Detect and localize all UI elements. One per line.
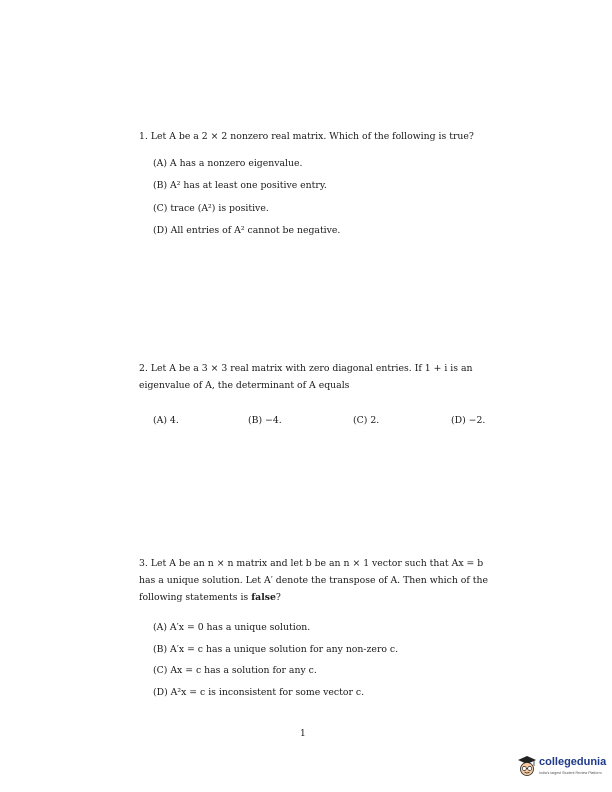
- question-2-option-a: (A) 4.: [153, 415, 179, 426]
- question-1: [139, 128, 489, 145]
- question-3-option-b: (B) A′x = c has a unique solution for any non-zero c.: [153, 644, 399, 655]
- question-2-option-d: (D) −2.: [451, 415, 486, 426]
- logo-wordmark: collegedunia: [539, 756, 607, 768]
- question-2: [139, 360, 489, 394]
- question-3-option-c: (C) Ax = c has a solution for any c.: [153, 665, 317, 676]
- question-1-stem: 1. Let A be a 2 × 2 nonzero real matrix. Which of the following is true?: [139, 131, 474, 142]
- question-3-stem: [139, 558, 488, 603]
- question-3-stem-text: 3. Let A be an n × n matrix and let b be an n × 1 vector such that Ax = b has a unique solution. Let A′ denote the transpose of A. Then which of the following statements is: [139, 558, 488, 603]
- question-3-stem-emphasis: false: [251, 592, 276, 603]
- question-3-option-d: (D) A²x = c is inconsistent for some vector c.: [153, 687, 365, 698]
- page-number: 1: [300, 729, 306, 739]
- logo-tagline: India's largest Student Review Platform: [539, 771, 602, 775]
- question-2-stem: 2. Let A be a 3 × 3 real matrix with zero diagonal entries. If 1 + i is an eigenvalue of A, the determinant of A equals: [139, 363, 473, 391]
- question-2-option-b: (B) −4.: [248, 415, 282, 426]
- question-2-option-c: (C) 2.: [353, 415, 380, 426]
- question-1-option-c: (C) trace (A²) is positive.: [153, 203, 269, 214]
- question-3-stem-end: ?: [275, 592, 281, 603]
- question-3-option-a: (A) A′x = 0 has a unique solution.: [153, 622, 311, 633]
- question-1-option-a: (A) A has a nonzero eigenvalue.: [153, 158, 303, 169]
- question-1-option-d: (D) All entries of A² cannot be negative.: [153, 225, 341, 236]
- collegedunia-logo: [517, 752, 609, 784]
- question-3: [139, 555, 489, 606]
- question-1-option-b: (B) A² has at least one positive entry.: [153, 180, 327, 191]
- graduate-mascot-icon: [517, 754, 537, 780]
